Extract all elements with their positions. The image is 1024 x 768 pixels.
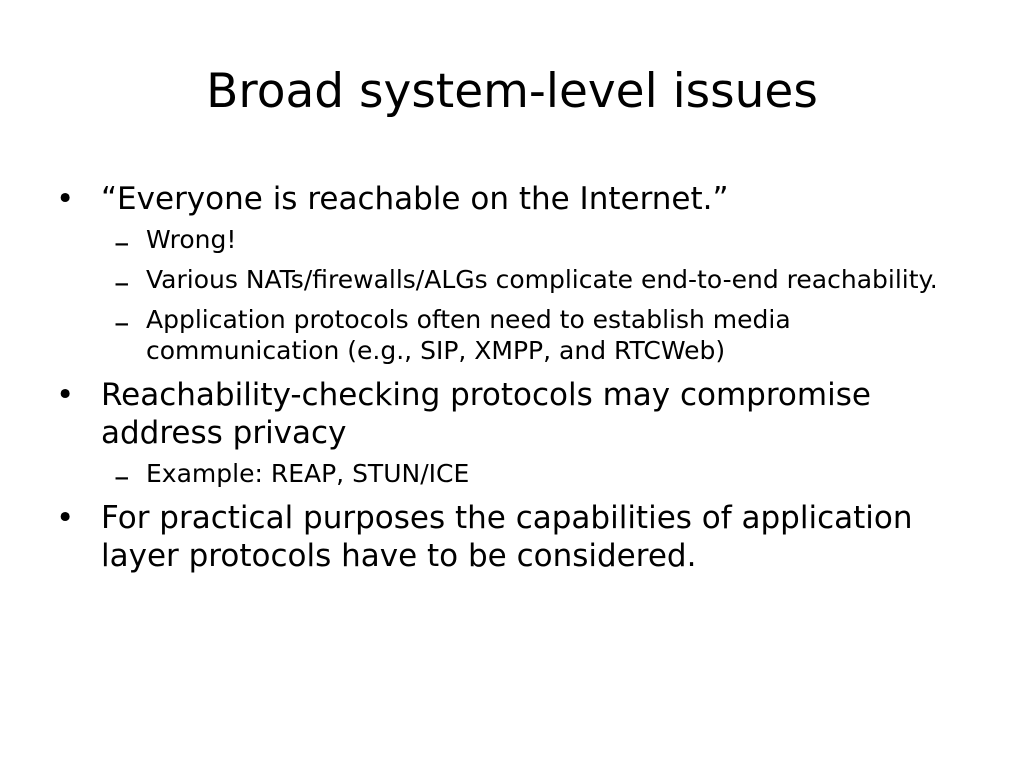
bullet-item xyxy=(54,376,984,495)
bullet-list xyxy=(54,180,984,585)
sub-bullet-text: Wrong! xyxy=(146,225,237,254)
sub-bullet-item xyxy=(101,458,984,495)
bullet-text: For practical purposes the capabilities of application layer protocols have to be considered. xyxy=(101,500,913,574)
bullet-item xyxy=(54,499,984,575)
dash-icon: – xyxy=(114,305,130,341)
dash-icon: – xyxy=(114,225,130,261)
sub-bullet-item xyxy=(101,224,984,261)
sub-bullet-item xyxy=(101,264,984,301)
slide-title: Broad system-level issues xyxy=(206,64,818,119)
sub-bullet-list xyxy=(101,458,984,495)
bullet-text: Reachability-checking protocols may compromise address privacy xyxy=(101,377,871,451)
dash-icon: – xyxy=(114,459,130,495)
bullet-icon: • xyxy=(56,181,75,217)
sub-bullet-text: Example: REAP, STUN/ICE xyxy=(146,459,470,488)
bullet-icon: • xyxy=(56,377,75,413)
sub-bullet-text: Various NATs/firewalls/ALGs complicate end-to-end reachability. xyxy=(146,265,938,294)
sub-bullet-list xyxy=(101,224,984,366)
sub-bullet-text: Application protocols often need to establish media communication (e.g., SIP, XMPP, and RTCWeb) xyxy=(146,305,791,365)
dash-icon: – xyxy=(114,265,130,301)
sub-bullet-item xyxy=(101,304,984,366)
bullet-item xyxy=(54,180,984,366)
bullet-text: “Everyone is reachable on the Internet.” xyxy=(101,181,729,217)
bullet-icon: • xyxy=(56,500,75,536)
